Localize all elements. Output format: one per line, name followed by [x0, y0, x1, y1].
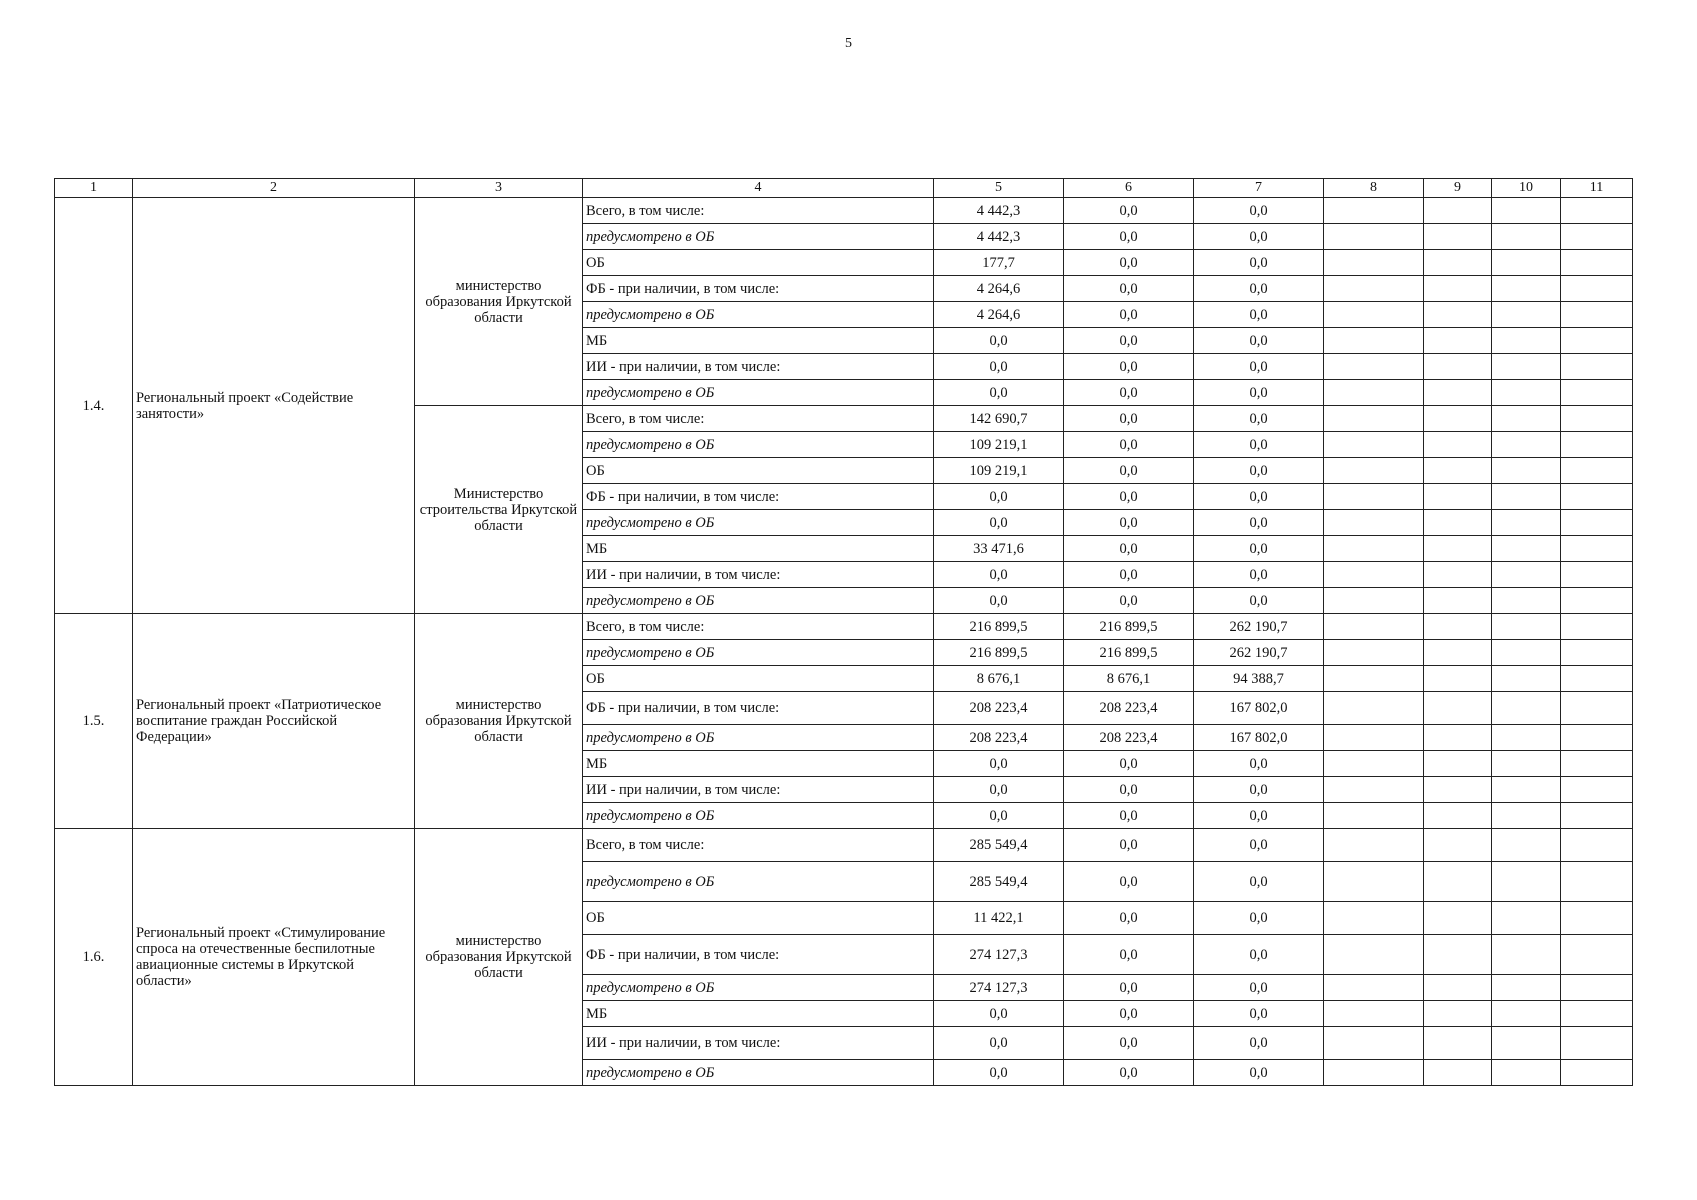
empty-cell-10: [1492, 692, 1561, 725]
empty-cell-11: [1561, 250, 1633, 276]
amount-cell-6: 0,0: [1064, 380, 1194, 406]
empty-cell-8: [1324, 975, 1424, 1001]
funding-source-label: ОБ: [583, 250, 934, 276]
empty-cell-8: [1324, 692, 1424, 725]
empty-cell-9: [1424, 484, 1492, 510]
empty-cell-8: [1324, 588, 1424, 614]
empty-cell-8: [1324, 432, 1424, 458]
column-header: 9: [1424, 179, 1492, 198]
funding-source-label: предусмотрено в ОБ: [583, 302, 934, 328]
amount-cell-5: 208 223,4: [934, 725, 1064, 751]
empty-cell-11: [1561, 803, 1633, 829]
empty-cell-9: [1424, 1060, 1492, 1086]
funding-source-label: предусмотрено в ОБ: [583, 975, 934, 1001]
amount-cell-7: 0,0: [1194, 198, 1324, 224]
amount-cell-7: 0,0: [1194, 536, 1324, 562]
empty-cell-11: [1561, 432, 1633, 458]
funding-source-label: ФБ - при наличии, в том числе:: [583, 276, 934, 302]
empty-cell-10: [1492, 198, 1561, 224]
amount-cell-5: 0,0: [934, 1001, 1064, 1027]
amount-cell-5: 0,0: [934, 328, 1064, 354]
amount-cell-5: 0,0: [934, 510, 1064, 536]
amount-cell-7: 0,0: [1194, 328, 1324, 354]
empty-cell-11: [1561, 536, 1633, 562]
empty-cell-11: [1561, 777, 1633, 803]
empty-cell-11: [1561, 614, 1633, 640]
empty-cell-8: [1324, 1027, 1424, 1060]
amount-cell-7: 0,0: [1194, 829, 1324, 862]
empty-cell-9: [1424, 1027, 1492, 1060]
empty-cell-8: [1324, 536, 1424, 562]
funding-source-label: МБ: [583, 751, 934, 777]
amount-cell-5: 0,0: [934, 1060, 1064, 1086]
empty-cell-8: [1324, 862, 1424, 902]
empty-cell-10: [1492, 725, 1561, 751]
amount-cell-5: 285 549,4: [934, 829, 1064, 862]
empty-cell-8: [1324, 198, 1424, 224]
amount-cell-6: 0,0: [1064, 484, 1194, 510]
empty-cell-11: [1561, 458, 1633, 484]
empty-cell-10: [1492, 640, 1561, 666]
empty-cell-9: [1424, 432, 1492, 458]
amount-cell-6: 0,0: [1064, 588, 1194, 614]
funding-source-label: ОБ: [583, 458, 934, 484]
section-number: 1.4.: [55, 198, 133, 614]
column-header: 11: [1561, 179, 1633, 198]
empty-cell-9: [1424, 458, 1492, 484]
empty-cell-9: [1424, 562, 1492, 588]
empty-cell-10: [1492, 975, 1561, 1001]
amount-cell-5: 0,0: [934, 1027, 1064, 1060]
empty-cell-11: [1561, 354, 1633, 380]
amount-cell-5: 11 422,1: [934, 902, 1064, 935]
empty-cell-9: [1424, 536, 1492, 562]
funding-source-label: ИИ - при наличии, в том числе:: [583, 354, 934, 380]
empty-cell-8: [1324, 302, 1424, 328]
empty-cell-9: [1424, 380, 1492, 406]
empty-cell-11: [1561, 276, 1633, 302]
empty-cell-9: [1424, 640, 1492, 666]
amount-cell-5: 0,0: [934, 380, 1064, 406]
empty-cell-10: [1492, 777, 1561, 803]
funding-source-label: предусмотрено в ОБ: [583, 725, 934, 751]
empty-cell-11: [1561, 510, 1633, 536]
empty-cell-8: [1324, 250, 1424, 276]
funding-source-label: ИИ - при наличии, в том числе:: [583, 562, 934, 588]
amount-cell-5: 0,0: [934, 777, 1064, 803]
amount-cell-5: 4 264,6: [934, 276, 1064, 302]
empty-cell-9: [1424, 354, 1492, 380]
amount-cell-5: 33 471,6: [934, 536, 1064, 562]
amount-cell-6: 0,0: [1064, 862, 1194, 902]
amount-cell-6: 0,0: [1064, 302, 1194, 328]
empty-cell-10: [1492, 302, 1561, 328]
column-header: 7: [1194, 179, 1324, 198]
amount-cell-6: 208 223,4: [1064, 725, 1194, 751]
empty-cell-8: [1324, 1001, 1424, 1027]
amount-cell-6: 0,0: [1064, 902, 1194, 935]
amount-cell-7: 0,0: [1194, 224, 1324, 250]
amount-cell-7: 167 802,0: [1194, 725, 1324, 751]
amount-cell-7: 0,0: [1194, 406, 1324, 432]
amount-cell-7: 0,0: [1194, 751, 1324, 777]
empty-cell-9: [1424, 725, 1492, 751]
amount-cell-5: 4 264,6: [934, 302, 1064, 328]
empty-cell-11: [1561, 902, 1633, 935]
empty-cell-8: [1324, 777, 1424, 803]
empty-cell-9: [1424, 803, 1492, 829]
budget-table: [54, 178, 1633, 1086]
funding-source-label: МБ: [583, 536, 934, 562]
empty-cell-10: [1492, 484, 1561, 510]
amount-cell-6: 0,0: [1064, 276, 1194, 302]
amount-cell-5: 0,0: [934, 803, 1064, 829]
amount-cell-6: 0,0: [1064, 829, 1194, 862]
empty-cell-10: [1492, 458, 1561, 484]
empty-cell-8: [1324, 406, 1424, 432]
funding-source-label: предусмотрено в ОБ: [583, 380, 934, 406]
amount-cell-5: 285 549,4: [934, 862, 1064, 902]
funding-source-label: Всего, в том числе:: [583, 406, 934, 432]
amount-cell-7: 0,0: [1194, 588, 1324, 614]
column-header: 10: [1492, 179, 1561, 198]
amount-cell-6: 0,0: [1064, 198, 1194, 224]
empty-cell-10: [1492, 588, 1561, 614]
responsible-organization: министерство образования Иркутской области: [415, 198, 583, 406]
amount-cell-7: 0,0: [1194, 1060, 1324, 1086]
amount-cell-5: 142 690,7: [934, 406, 1064, 432]
empty-cell-10: [1492, 276, 1561, 302]
empty-cell-10: [1492, 1001, 1561, 1027]
amount-cell-7: 0,0: [1194, 510, 1324, 536]
empty-cell-10: [1492, 406, 1561, 432]
funding-source-label: ИИ - при наличии, в том числе:: [583, 1027, 934, 1060]
column-header: 5: [934, 179, 1064, 198]
amount-cell-7: 0,0: [1194, 276, 1324, 302]
empty-cell-11: [1561, 588, 1633, 614]
empty-cell-9: [1424, 510, 1492, 536]
table-row: [55, 198, 1633, 224]
empty-cell-11: [1561, 692, 1633, 725]
amount-cell-7: 262 190,7: [1194, 640, 1324, 666]
empty-cell-11: [1561, 1001, 1633, 1027]
empty-cell-11: [1561, 725, 1633, 751]
amount-cell-5: 8 676,1: [934, 666, 1064, 692]
funding-source-label: Всего, в том числе:: [583, 614, 934, 640]
amount-cell-7: 0,0: [1194, 777, 1324, 803]
project-title: Региональный проект «Содействие занятости»: [133, 198, 415, 614]
empty-cell-11: [1561, 829, 1633, 862]
empty-cell-9: [1424, 328, 1492, 354]
amount-cell-6: 0,0: [1064, 1027, 1194, 1060]
empty-cell-11: [1561, 935, 1633, 975]
empty-cell-11: [1561, 1060, 1633, 1086]
amount-cell-6: 216 899,5: [1064, 614, 1194, 640]
column-header: 2: [133, 179, 415, 198]
empty-cell-8: [1324, 562, 1424, 588]
empty-cell-11: [1561, 862, 1633, 902]
empty-cell-9: [1424, 276, 1492, 302]
empty-cell-9: [1424, 935, 1492, 975]
empty-cell-9: [1424, 588, 1492, 614]
empty-cell-9: [1424, 198, 1492, 224]
amount-cell-7: 262 190,7: [1194, 614, 1324, 640]
amount-cell-5: 274 127,3: [934, 975, 1064, 1001]
empty-cell-10: [1492, 751, 1561, 777]
column-header: 3: [415, 179, 583, 198]
amount-cell-6: 0,0: [1064, 536, 1194, 562]
funding-source-label: ОБ: [583, 902, 934, 935]
empty-cell-10: [1492, 432, 1561, 458]
amount-cell-6: 208 223,4: [1064, 692, 1194, 725]
project-title: Региональный проект «Патриотическое воспитание граждан Российской Федерации»: [133, 614, 415, 829]
amount-cell-7: 0,0: [1194, 380, 1324, 406]
amount-cell-7: 0,0: [1194, 803, 1324, 829]
funding-source-label: предусмотрено в ОБ: [583, 510, 934, 536]
column-header: 6: [1064, 179, 1194, 198]
amount-cell-5: 4 442,3: [934, 224, 1064, 250]
amount-cell-5: 109 219,1: [934, 432, 1064, 458]
amount-cell-5: 4 442,3: [934, 198, 1064, 224]
amount-cell-6: 0,0: [1064, 328, 1194, 354]
amount-cell-6: 0,0: [1064, 224, 1194, 250]
amount-cell-7: 0,0: [1194, 562, 1324, 588]
funding-source-label: предусмотрено в ОБ: [583, 1060, 934, 1086]
amount-cell-5: 216 899,5: [934, 640, 1064, 666]
table-body: [55, 198, 1633, 1086]
amount-cell-7: 0,0: [1194, 862, 1324, 902]
amount-cell-7: 0,0: [1194, 1001, 1324, 1027]
empty-cell-8: [1324, 803, 1424, 829]
amount-cell-5: 0,0: [934, 484, 1064, 510]
amount-cell-5: 216 899,5: [934, 614, 1064, 640]
empty-cell-10: [1492, 666, 1561, 692]
empty-cell-8: [1324, 666, 1424, 692]
amount-cell-7: 0,0: [1194, 1027, 1324, 1060]
empty-cell-10: [1492, 380, 1561, 406]
funding-source-label: ОБ: [583, 666, 934, 692]
empty-cell-10: [1492, 328, 1561, 354]
amount-cell-6: 0,0: [1064, 1001, 1194, 1027]
empty-cell-9: [1424, 614, 1492, 640]
empty-cell-11: [1561, 1027, 1633, 1060]
empty-cell-10: [1492, 803, 1561, 829]
empty-cell-8: [1324, 328, 1424, 354]
empty-cell-8: [1324, 935, 1424, 975]
empty-cell-8: [1324, 751, 1424, 777]
empty-cell-8: [1324, 640, 1424, 666]
column-header: 8: [1324, 179, 1424, 198]
empty-cell-9: [1424, 666, 1492, 692]
column-header: 1: [55, 179, 133, 198]
amount-cell-6: 0,0: [1064, 935, 1194, 975]
empty-cell-10: [1492, 614, 1561, 640]
amount-cell-6: 0,0: [1064, 458, 1194, 484]
funding-source-label: ФБ - при наличии, в том числе:: [583, 484, 934, 510]
funding-source-label: предусмотрено в ОБ: [583, 432, 934, 458]
amount-cell-7: 0,0: [1194, 302, 1324, 328]
amount-cell-6: 0,0: [1064, 803, 1194, 829]
funding-source-label: предусмотрено в ОБ: [583, 803, 934, 829]
amount-cell-5: 177,7: [934, 250, 1064, 276]
empty-cell-8: [1324, 380, 1424, 406]
empty-cell-8: [1324, 484, 1424, 510]
section-number: 1.5.: [55, 614, 133, 829]
amount-cell-5: 109 219,1: [934, 458, 1064, 484]
empty-cell-8: [1324, 902, 1424, 935]
empty-cell-10: [1492, 250, 1561, 276]
empty-cell-11: [1561, 562, 1633, 588]
amount-cell-7: 0,0: [1194, 458, 1324, 484]
amount-cell-6: 0,0: [1064, 510, 1194, 536]
empty-cell-9: [1424, 902, 1492, 935]
empty-cell-9: [1424, 406, 1492, 432]
empty-cell-9: [1424, 751, 1492, 777]
amount-cell-6: 0,0: [1064, 406, 1194, 432]
amount-cell-7: 0,0: [1194, 935, 1324, 975]
empty-cell-11: [1561, 328, 1633, 354]
empty-cell-10: [1492, 829, 1561, 862]
funding-source-label: предусмотрено в ОБ: [583, 588, 934, 614]
empty-cell-9: [1424, 777, 1492, 803]
empty-cell-10: [1492, 510, 1561, 536]
empty-cell-11: [1561, 198, 1633, 224]
responsible-organization: министерство образования Иркутской области: [415, 614, 583, 829]
funding-source-label: ФБ - при наличии, в том числе:: [583, 935, 934, 975]
empty-cell-9: [1424, 692, 1492, 725]
amount-cell-5: 208 223,4: [934, 692, 1064, 725]
amount-cell-5: 274 127,3: [934, 935, 1064, 975]
amount-cell-5: 0,0: [934, 562, 1064, 588]
amount-cell-7: 0,0: [1194, 354, 1324, 380]
empty-cell-11: [1561, 640, 1633, 666]
section-number: 1.6.: [55, 829, 133, 1086]
funding-source-label: Всего, в том числе:: [583, 829, 934, 862]
funding-source-label: предусмотрено в ОБ: [583, 224, 934, 250]
empty-cell-8: [1324, 1060, 1424, 1086]
amount-cell-5: 0,0: [934, 751, 1064, 777]
empty-cell-11: [1561, 380, 1633, 406]
amount-cell-6: 0,0: [1064, 562, 1194, 588]
table-row: [55, 614, 1633, 640]
empty-cell-11: [1561, 224, 1633, 250]
column-header: 4: [583, 179, 934, 198]
column-number-row: [55, 179, 1633, 198]
empty-cell-11: [1561, 975, 1633, 1001]
empty-cell-10: [1492, 224, 1561, 250]
amount-cell-6: 0,0: [1064, 250, 1194, 276]
empty-cell-9: [1424, 975, 1492, 1001]
amount-cell-6: 0,0: [1064, 777, 1194, 803]
funding-source-label: МБ: [583, 328, 934, 354]
empty-cell-9: [1424, 302, 1492, 328]
empty-cell-8: [1324, 354, 1424, 380]
empty-cell-10: [1492, 1060, 1561, 1086]
empty-cell-9: [1424, 1001, 1492, 1027]
amount-cell-5: 0,0: [934, 354, 1064, 380]
funding-source-label: МБ: [583, 1001, 934, 1027]
empty-cell-9: [1424, 829, 1492, 862]
empty-cell-11: [1561, 751, 1633, 777]
empty-cell-8: [1324, 458, 1424, 484]
amount-cell-7: 0,0: [1194, 432, 1324, 458]
empty-cell-11: [1561, 406, 1633, 432]
amount-cell-7: 0,0: [1194, 975, 1324, 1001]
empty-cell-10: [1492, 354, 1561, 380]
empty-cell-10: [1492, 1027, 1561, 1060]
empty-cell-10: [1492, 935, 1561, 975]
funding-source-label: ИИ - при наличии, в том числе:: [583, 777, 934, 803]
amount-cell-7: 0,0: [1194, 250, 1324, 276]
empty-cell-9: [1424, 224, 1492, 250]
empty-cell-11: [1561, 666, 1633, 692]
empty-cell-9: [1424, 250, 1492, 276]
empty-cell-10: [1492, 862, 1561, 902]
empty-cell-10: [1492, 536, 1561, 562]
responsible-organization: Министерство строительства Иркутской области: [415, 406, 583, 614]
amount-cell-7: 0,0: [1194, 484, 1324, 510]
empty-cell-11: [1561, 302, 1633, 328]
empty-cell-8: [1324, 510, 1424, 536]
empty-cell-10: [1492, 902, 1561, 935]
amount-cell-6: 216 899,5: [1064, 640, 1194, 666]
amount-cell-6: 0,0: [1064, 751, 1194, 777]
empty-cell-8: [1324, 614, 1424, 640]
funding-source-label: Всего, в том числе:: [583, 198, 934, 224]
amount-cell-6: 0,0: [1064, 354, 1194, 380]
project-title: Региональный проект «Стимулирование спроса на отечественные беспилотные авиационные системы в Иркутской области»: [133, 829, 415, 1086]
page-number: 5: [845, 36, 852, 51]
amount-cell-7: 94 388,7: [1194, 666, 1324, 692]
funding-source-label: предусмотрено в ОБ: [583, 862, 934, 902]
amount-cell-6: 0,0: [1064, 1060, 1194, 1086]
amount-cell-6: 8 676,1: [1064, 666, 1194, 692]
empty-cell-8: [1324, 725, 1424, 751]
amount-cell-6: 0,0: [1064, 975, 1194, 1001]
amount-cell-7: 167 802,0: [1194, 692, 1324, 725]
empty-cell-8: [1324, 276, 1424, 302]
empty-cell-9: [1424, 862, 1492, 902]
responsible-organization: министерство образования Иркутской области: [415, 829, 583, 1086]
empty-cell-10: [1492, 562, 1561, 588]
empty-cell-8: [1324, 224, 1424, 250]
funding-source-label: предусмотрено в ОБ: [583, 640, 934, 666]
amount-cell-7: 0,0: [1194, 902, 1324, 935]
amount-cell-6: 0,0: [1064, 432, 1194, 458]
amount-cell-5: 0,0: [934, 588, 1064, 614]
funding-source-label: ФБ - при наличии, в том числе:: [583, 692, 934, 725]
empty-cell-11: [1561, 484, 1633, 510]
table-row: [55, 829, 1633, 862]
empty-cell-8: [1324, 829, 1424, 862]
